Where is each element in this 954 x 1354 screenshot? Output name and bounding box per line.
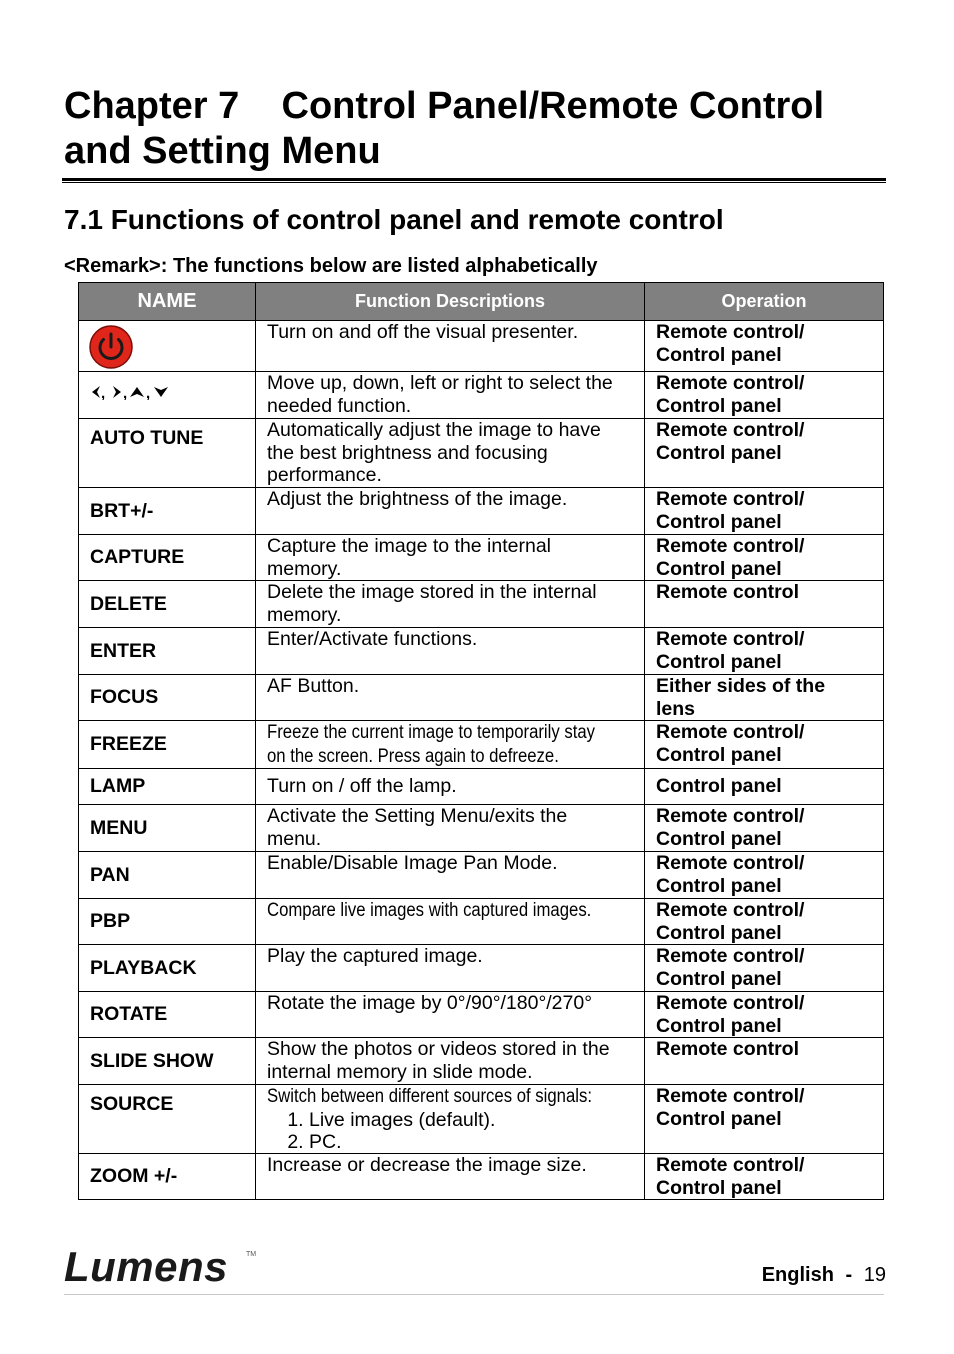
table-row (79, 372, 884, 419)
row-description: Turn on and off the visual presenter. (256, 321, 645, 372)
row-operation: Remote control/ Control panel (645, 852, 884, 899)
chapter-title-line1: Chapter 7 Control Panel/Remote Control (64, 85, 825, 127)
page-label (762, 1262, 886, 1288)
row-name: ROTATE (79, 992, 256, 1038)
row-operation: Either sides of the lens (645, 675, 884, 721)
row-description: Play the captured image. (256, 945, 645, 992)
row-name: LAMP (79, 769, 256, 805)
row-name: ENTER (79, 628, 256, 675)
row-description: Enter/Activate functions. (256, 628, 645, 675)
row-name: ZOOM +/- (79, 1154, 256, 1200)
row-operation: Remote control/ Control panel (645, 992, 884, 1038)
row-description: Switch between different sources of signals: 1. Live images (default). 2. PC. (256, 1085, 645, 1154)
row-operation: Remote control/ Control panel (645, 419, 884, 488)
remark-note: <Remark>: The functions below are listed alphabetically (64, 255, 598, 277)
table-row (79, 675, 884, 721)
row-operation: Control panel (645, 769, 884, 805)
row-operation: Remote control/ Control panel (645, 1085, 884, 1154)
list-item: 2. PC. (309, 1131, 638, 1153)
section-title: 7.1 Functions of control panel and remote control (64, 204, 724, 235)
row-description: AF Button. (256, 675, 645, 721)
row-description: Capture the image to the internal memory. (256, 535, 645, 581)
table-row (79, 769, 884, 805)
table-row (79, 1154, 884, 1200)
chapter-title (64, 84, 894, 174)
lumens-logo (64, 1244, 264, 1293)
row-operation: Remote control (645, 1038, 884, 1085)
row-operation: Remote control/ Control panel (645, 721, 884, 769)
page-number: 19 (863, 1264, 886, 1286)
row-description: Show the photos or videos stored in the internal memory in slide mode. (256, 1038, 645, 1085)
row-description: Freeze the current image to temporarily stay on the screen. Press again to defreeze. (256, 721, 645, 769)
header-name: NAME (79, 283, 256, 321)
row-operation: Remote control/ Control panel (645, 805, 884, 852)
row-name: SOURCE (79, 1085, 256, 1154)
row-name: AUTO TUNE (79, 419, 256, 488)
row-description: Enable/Disable Image Pan Mode. (256, 852, 645, 899)
row-name: FOCUS (79, 675, 256, 721)
row-description: Rotate the image by 0°/90°/180°/270° (256, 992, 645, 1038)
row-description: Automatically adjust the image to have the best brightness and focusing performance. (256, 419, 645, 488)
row-operation: Remote control/ Control panel (645, 1154, 884, 1200)
row-description: Activate the Setting Menu/exits the menu. (256, 805, 645, 852)
row-name: SLIDE SHOW (79, 1038, 256, 1085)
arrow-keys-icon (90, 384, 180, 400)
logo-text: Lumens (64, 1244, 229, 1288)
row-description: Turn on / off the lamp. (256, 769, 645, 805)
table-row (79, 488, 884, 535)
row-description: Adjust the brightness of the image. (256, 488, 645, 535)
table-row (79, 992, 884, 1038)
table-row (79, 321, 884, 372)
logo-tm: TM (246, 1251, 257, 1258)
row-operation: Remote control/ Control panel (645, 321, 884, 372)
row-operation: Remote control/ Control panel (645, 535, 884, 581)
source-list (267, 1109, 638, 1153)
table-row (79, 1038, 884, 1085)
table-header-row (79, 283, 884, 321)
table-row (79, 581, 884, 628)
power-icon (89, 325, 133, 369)
table-row (79, 852, 884, 899)
row-name: BRT+/- (79, 488, 256, 535)
row-name: FREEZE (79, 721, 256, 769)
row-name: PBP (79, 899, 256, 945)
arrow-keys (90, 384, 180, 405)
row-operation: Remote control (645, 581, 884, 628)
table-row (79, 899, 884, 945)
svg-text:,: , (123, 385, 128, 401)
table-row (79, 419, 884, 488)
row-operation: Remote control/ Control panel (645, 899, 884, 945)
row-operation: Remote control/ Control panel (645, 628, 884, 675)
list-item: 1. Live images (default). (309, 1109, 638, 1131)
row-name: CAPTURE (79, 535, 256, 581)
header-operation: Operation (645, 283, 884, 321)
row-name: PLAYBACK (79, 945, 256, 992)
svg-text:,: , (101, 385, 106, 401)
table-row (79, 628, 884, 675)
table-row (79, 535, 884, 581)
table-row (79, 805, 884, 852)
header-description: Function Descriptions (256, 283, 645, 321)
svg-text:,: , (146, 385, 151, 401)
separator: - (845, 1264, 853, 1286)
row-description: Increase or decrease the image size. (256, 1154, 645, 1200)
row-operation: Remote control/ Control panel (645, 372, 884, 419)
table-row (79, 945, 884, 992)
title-rule (62, 178, 886, 181)
footer-rule (64, 1294, 884, 1295)
row-name: PAN (79, 852, 256, 899)
row-description: Move up, down, left or right to select the needed function. (256, 372, 645, 419)
table-row (79, 721, 884, 769)
table-row (79, 1085, 884, 1154)
row-operation: Remote control/ Control panel (645, 945, 884, 992)
chapter-title-line2: and Setting Menu (64, 130, 381, 172)
language-label: English (761, 1264, 834, 1286)
row-description: Delete the image stored in the internal memory. (256, 581, 645, 628)
row-operation: Remote control/ Control panel (645, 488, 884, 535)
row-description: Compare live images with captured images. (256, 899, 645, 945)
functions-table (78, 282, 884, 1200)
row-name: MENU (79, 805, 256, 852)
title-rule-thin (62, 182, 886, 183)
row-name: DELETE (79, 581, 256, 628)
